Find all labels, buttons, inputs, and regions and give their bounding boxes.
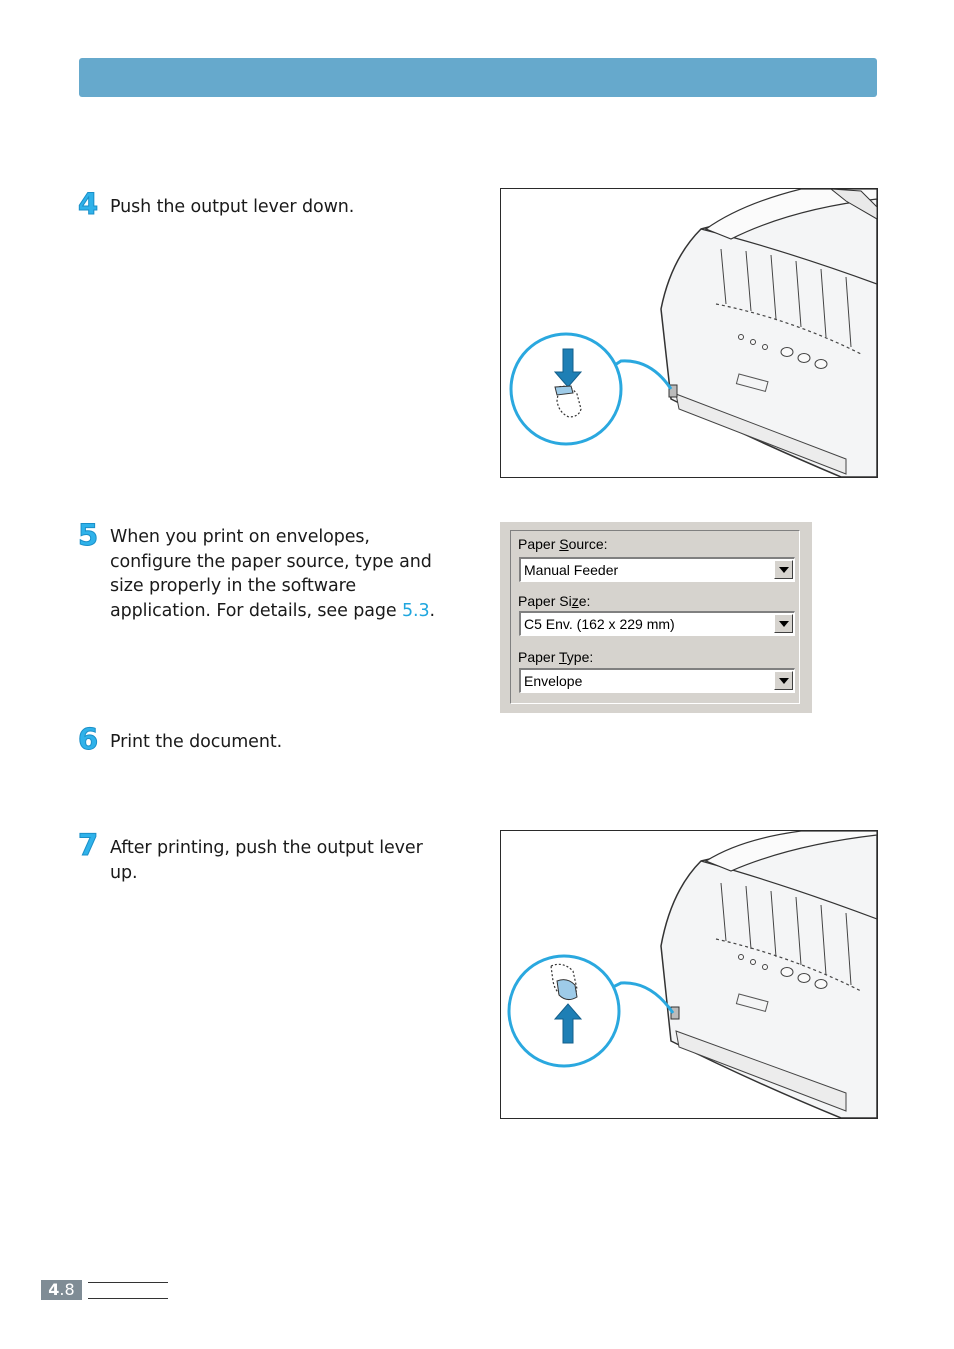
paper-source-value: Manual Feeder	[524, 562, 619, 578]
printer-properties-dialog	[500, 522, 812, 713]
step-number-4: 4	[78, 187, 99, 221]
page-number: 4.8	[41, 1280, 82, 1300]
footer-rule	[88, 1298, 168, 1299]
chevron-down-icon[interactable]	[774, 560, 793, 579]
paper-size-value: C5 Env. (162 x 229 mm)	[524, 616, 675, 632]
step-5-text-end: .	[429, 600, 435, 621]
step-text-6: Print the document.	[110, 732, 283, 752]
page-link[interactable]: 5.3	[401, 600, 430, 621]
step-text-5	[110, 525, 455, 623]
chevron-down-icon[interactable]	[774, 671, 793, 690]
step-5-text: When you print on envelopes, configure the paper source, type and size properly in the software application. For details, see page	[110, 527, 432, 621]
step-number-7: 7	[78, 828, 99, 862]
printer-lever-down-figure	[500, 188, 878, 478]
printer-illustration	[501, 831, 877, 1118]
chevron-down-icon[interactable]	[774, 614, 793, 633]
paper-source-select[interactable]	[519, 557, 795, 582]
paper-type-value: Envelope	[524, 673, 583, 689]
step-text-7: After printing, push the output lever up.	[110, 838, 423, 883]
paper-size-label: Paper Size:	[518, 593, 591, 609]
printer-illustration	[501, 189, 877, 477]
printer-lever-up-figure	[500, 830, 878, 1119]
paper-type-label: Paper Type:	[518, 649, 594, 665]
step-text-4: Push the output lever down.	[110, 197, 355, 217]
step-number-6: 6	[78, 722, 99, 756]
paper-type-select[interactable]	[519, 668, 795, 693]
paper-size-select[interactable]	[519, 611, 795, 636]
paper-source-label: Paper Source:	[518, 536, 608, 552]
header-bar	[79, 58, 877, 97]
step-number-5: 5	[78, 518, 99, 552]
footer-rule	[88, 1282, 168, 1283]
